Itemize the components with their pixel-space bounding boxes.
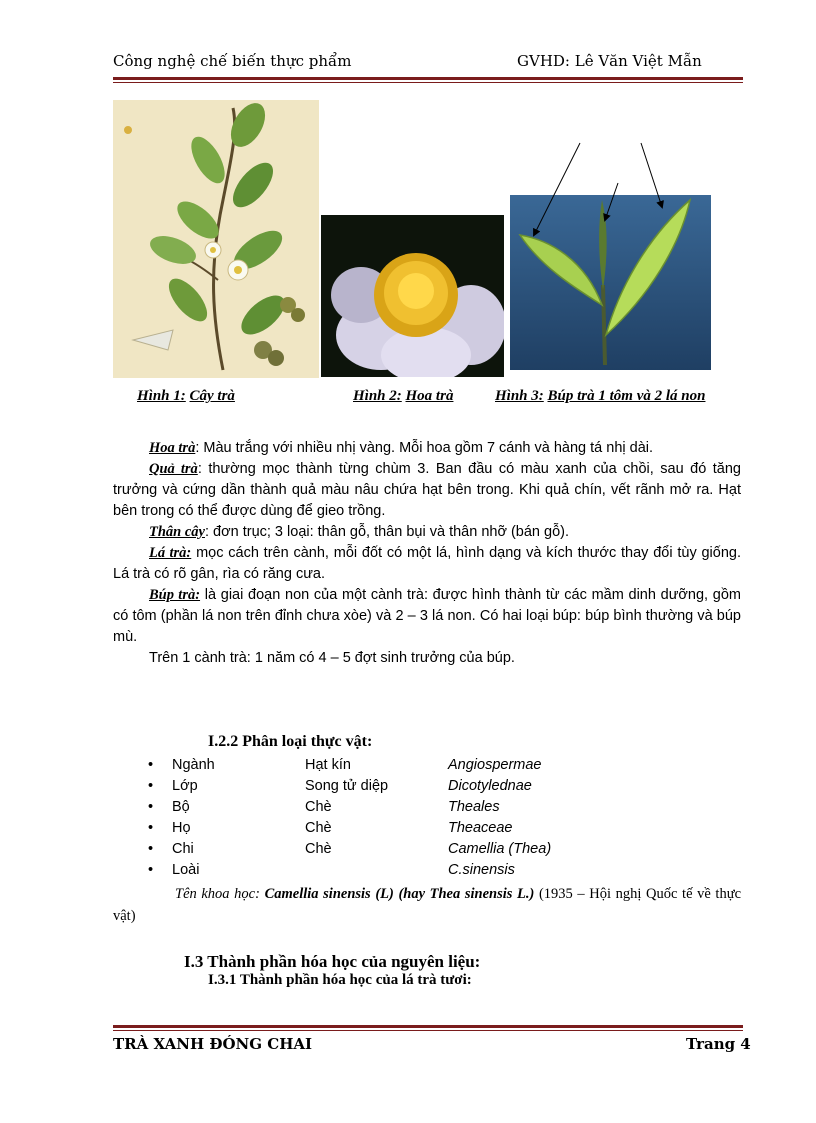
subsection-heading-fresh-leaf: I.3.1 Thành phần hóa học của lá trà tươi: (208, 972, 472, 988)
paragraph-stem: Thân cây: đơn trục; 3 loại: thân gỗ, thân bụi và thân nhỡ (bán gỗ). (149, 524, 570, 540)
header-rule-thin (113, 82, 743, 83)
scientific-name-label: Tên khoa học: (175, 886, 260, 902)
paragraph-flower: Hoa trà: Màu trắng với nhiều nhị vàng. Mỗi hoa gồm 7 cánh và hàng tá nhị dài. (149, 440, 654, 456)
caption-figure-1: Hình 1: Cây trà (137, 388, 235, 404)
list-item: • Họ Chè Theaceae (148, 820, 513, 836)
footer-rule (113, 1025, 743, 1028)
bullet-icon: • (148, 862, 154, 878)
footer-rule-thin (113, 1030, 743, 1031)
description-block (113, 438, 741, 669)
annotation-arrows (500, 135, 680, 245)
bullet-icon: • (148, 757, 154, 773)
tea-plant-illustration (113, 100, 319, 378)
footer-title: TRÀ XANH ĐÓNG CHAI (113, 1035, 313, 1053)
header-instructor: GVHD: Lê Văn Việt Mẫn (517, 52, 702, 70)
bullet-icon: • (148, 820, 154, 836)
caption-figure-2: Hình 2: Hoa trà (353, 388, 454, 404)
tea-flower-photo (321, 215, 504, 377)
paragraph-fruit: Quả trà: thường mọc thành từng chùm 3. Ban đầu có màu xanh của chồi, sau đó tăng trưởng và cứng dần thành quả màu nâu chứa hạt bên trong. Khi quả chín, vết rãnh mở ra. Hạt bên trong có thể được dùng để gieo trồng. (113, 461, 741, 519)
list-item: • Bộ Chè Theales (148, 799, 500, 815)
list-item: • Chi Chè Camellia (Thea) (148, 841, 552, 857)
bullet-icon: • (148, 799, 154, 815)
caption-figure-3: Hình 3: Búp trà 1 tôm và 2 lá non (495, 388, 706, 404)
paragraph-leaf: Lá trà: mọc cách trên cành, mỗi đốt có một lá, hình dạng và kích thước thay đổi tùy giống. Lá trà có rõ gân, rìa có răng cưa. (113, 545, 741, 582)
section-heading-taxonomy: I.2.2 Phân loại thực vật: (208, 733, 373, 750)
page-number: Trang 4 (686, 1035, 751, 1053)
list-item: • Loài C.sinensis (148, 862, 515, 878)
scientific-name: Camellia sinensis (L) (hay Thea sinensis L.) (264, 886, 535, 902)
list-item: • Ngành Hạt kín Angiospermae (148, 757, 542, 773)
header-course: Công nghệ chế biến thực phẩm (113, 52, 352, 70)
scientific-name-note: (1935 – Hội nghị Quốc tế về thực vật) (113, 886, 742, 924)
taxonomy-list (148, 757, 748, 883)
list-item: • Lớp Song tử diệp Dicotylednae (148, 778, 532, 794)
scientific-name-paragraph (113, 883, 741, 927)
header-rule (113, 77, 743, 80)
paragraph-growth: Trên 1 cành trà: 1 năm có 4 – 5 đợt sinh trưởng của búp. (149, 650, 515, 666)
page-header (113, 52, 741, 76)
paragraph-bud: Búp trà: là giai đoạn non của một cành trà: được hình thành từ các mầm dinh dưỡng, gồm có tôm (phần lá non trên đỉnh chưa xòe) và 2 – 3 lá non. Có hai loại búp: búp bình thường và búp mù. (113, 587, 741, 645)
section-heading-chemistry: I.3 Thành phần hóa học của nguyên liệu: (184, 952, 481, 971)
bullet-icon: • (148, 778, 154, 794)
bullet-icon: • (148, 841, 154, 857)
